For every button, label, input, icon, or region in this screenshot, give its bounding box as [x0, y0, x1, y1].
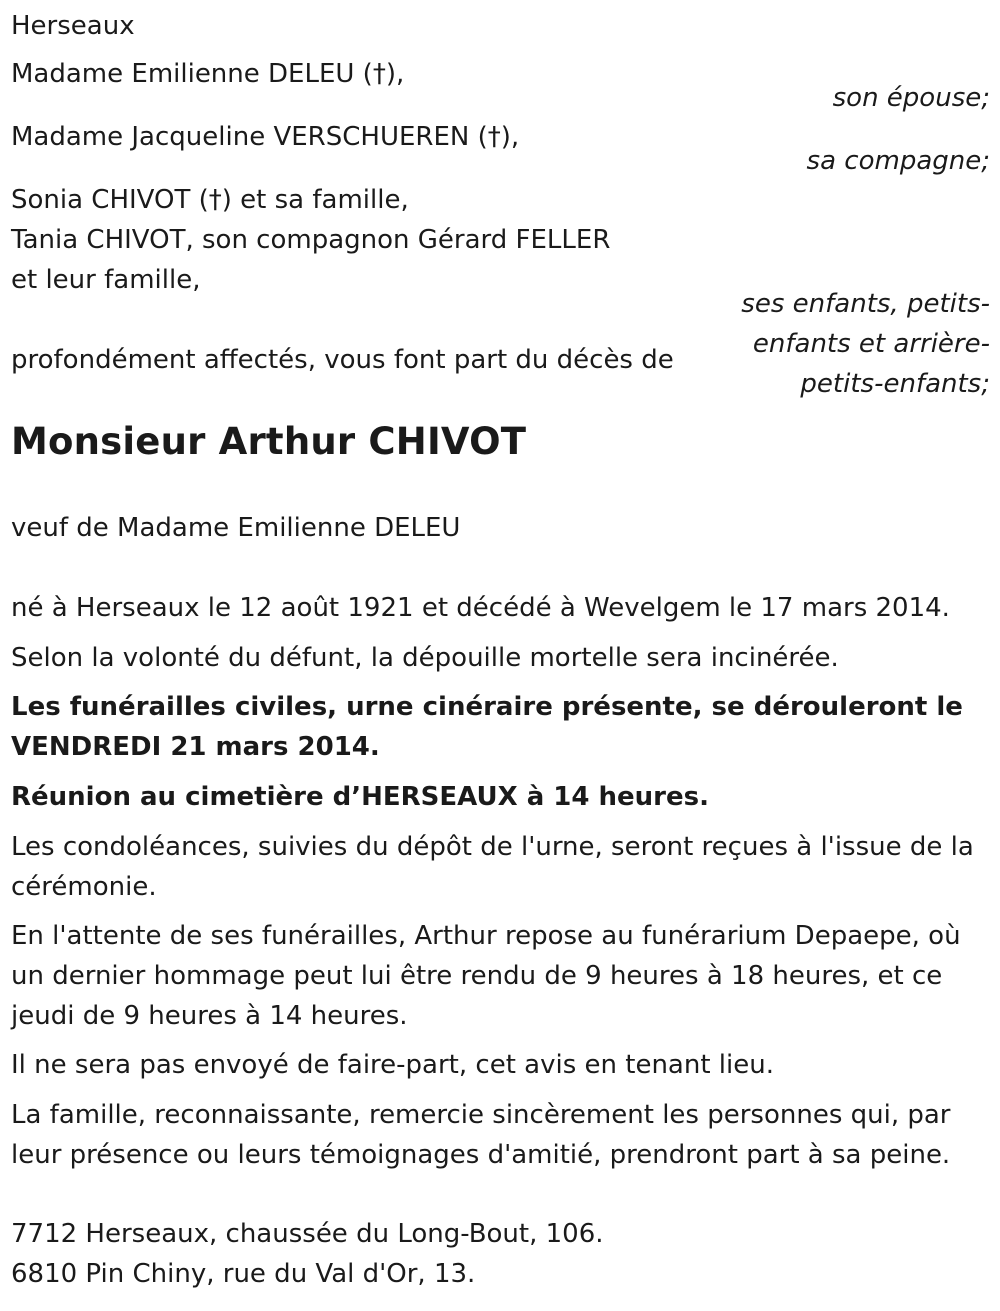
condolences-line-2: cérémonie. [11, 872, 157, 902]
header-place: Herseaux [11, 11, 135, 41]
cremation-note: Selon la volonté du défunt, la dépouille mortelle sera incinérée. [11, 643, 839, 673]
funeral-announcement-line-1: Les funérailles civiles, urne cinéraire présente, se dérouleront le [11, 692, 963, 722]
no-faire-part-note: Il ne sera pas envoyé de faire-part, cet avis en tenant lieu. [11, 1050, 774, 1080]
role-wife: son épouse; [832, 83, 990, 113]
role-children-line-1: ses enfants, petits- [741, 289, 990, 319]
funeral-announcement-line-2: VENDREDI 21 mars 2014. [11, 732, 380, 762]
family-line-child-2: Tania CHIVOT, son compagnon Gérard FELLER [11, 225, 611, 255]
meeting-info: Réunion au cimetière d’HERSEAUX à 14 heures. [11, 782, 709, 812]
family-line-child-3: et leur famille, [11, 265, 201, 295]
visitation-line-2: un dernier hommage peut lui être rendu de 9 heures à 18 heures, et ce [11, 961, 943, 991]
visitation-line-1: En l'attente de ses funérailles, Arthur repose au funérarium Depaepe, où [11, 921, 961, 951]
address-2: 6810 Pin Chiny, rue du Val d'Or, 13. [11, 1259, 476, 1289]
deceased-name: Monsieur Arthur CHIVOT [11, 420, 527, 463]
family-line-wife: Madame Emilienne DELEU (†), [11, 59, 405, 89]
condolences-line-1: Les condoléances, suivies du dépôt de l'urne, seront reçues à l'issue de la [11, 832, 974, 862]
thanks-line-2: leur présence ou leurs témoignages d'amitié, prendront part à sa peine. [11, 1140, 951, 1170]
role-children-line-3: petits-enfants; [800, 369, 990, 399]
widow-line: veuf de Madame Emilienne DELEU [11, 513, 461, 543]
visitation-line-3: jeudi de 9 heures à 14 heures. [11, 1001, 408, 1031]
family-line-companion: Madame Jacqueline VERSCHUEREN (†), [11, 122, 520, 152]
announcement-text: profondément affectés, vous font part du décès de [11, 345, 674, 375]
birth-death-dates: né à Herseaux le 12 août 1921 et décédé à Wevelgem le 17 mars 2014. [11, 593, 950, 623]
address-1: 7712 Herseaux, chaussée du Long-Bout, 106. [11, 1219, 604, 1249]
role-companion: sa compagne; [806, 146, 990, 176]
thanks-line-1: La famille, reconnaissante, remercie sincèrement les personnes qui, par [11, 1100, 951, 1130]
role-children-line-2: enfants et arrière- [752, 329, 990, 359]
family-line-child-1: Sonia CHIVOT (†) et sa famille, [11, 185, 409, 215]
